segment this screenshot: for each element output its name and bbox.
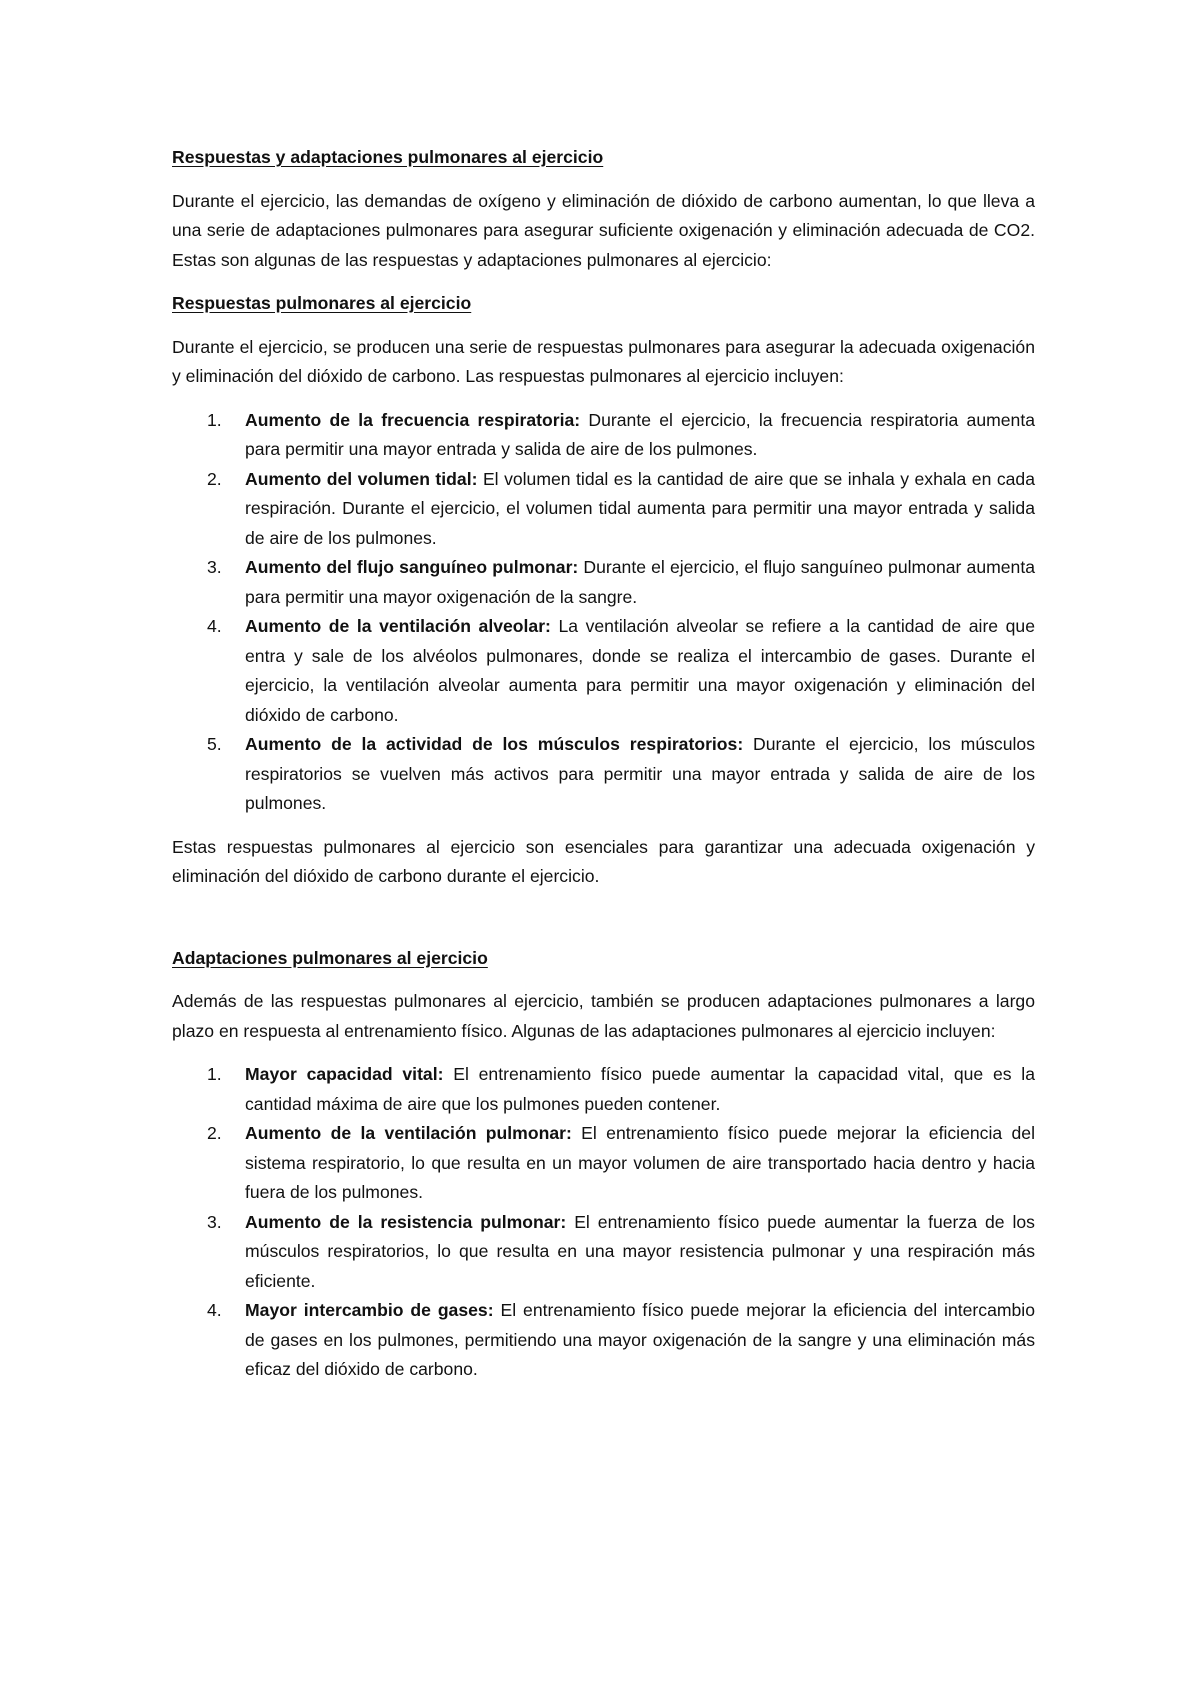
section-spacer: [172, 906, 1035, 944]
list-text: Durante el ejercicio, el flujo sanguíneo pulmonar aumenta para permitir una mayor oxigenación de la sangre.: [245, 557, 1035, 607]
list-term: Aumento de la frecuencia respiratoria:: [245, 409, 581, 430]
list-number: 1.: [207, 409, 222, 430]
list-item: [172, 465, 1035, 554]
list-item: [172, 1119, 1035, 1208]
list-item: [172, 612, 1035, 730]
list-term: Aumento del volumen tidal:: [245, 468, 478, 489]
list-term: Aumento de la actividad de los músculos respiratorios:: [245, 734, 744, 754]
list-term: Aumento de la ventilación pulmonar:: [245, 1123, 572, 1143]
adaptations-list: [172, 1060, 1035, 1385]
list-text: La ventilación alveolar se refiere a la cantidad de aire que entra y sale de los alvéolos pulmonares, donde se realiza el intercambio de gases. Durante el ejercicio, la ventilación alveolar aumenta para permitir una mayor oxigenación y eliminación del dióxido de carbono.: [245, 616, 1036, 725]
adaptations-intro: Además de las respuestas pulmonares al ejercicio, también se producen adaptaciones pulmonares a largo plazo en respuesta al entrenamiento físico. Algunas de las adaptaciones pulmonares al ejercicio incluyen:: [172, 991, 1035, 1041]
list-term: Aumento de la ventilación alveolar:: [245, 616, 551, 636]
list-text: El volumen tidal es la cantidad de aire que se inhala y exhala en cada respiración. Durante el ejercicio, el volumen tidal aumenta para permitir una mayor entrada y salida de aire de los pulmones.: [245, 468, 1036, 548]
list-number: 2.: [207, 468, 222, 489]
list-item: [172, 730, 1035, 819]
list-text: Durante el ejercicio, los músculos respiratorios se vuelven más activos para permitir una mayor entrada y salida de aire de los pulmones.: [245, 734, 1035, 813]
list-term: Aumento del flujo sanguíneo pulmonar:: [245, 557, 579, 577]
list-number: 4.: [207, 1300, 222, 1320]
list-number: 4.: [207, 616, 222, 636]
list-text: El entrenamiento físico puede aumentar la fuerza de los músculos respiratorios, lo que resulta en una mayor resistencia pulmonar y una respiración más eficiente.: [245, 1211, 1035, 1291]
document-title: Respuestas y adaptaciones pulmonares al ejercicio: [172, 147, 604, 167]
intro-paragraph: Durante el ejercicio, las demandas de oxígeno y eliminación de dióxido de carbono aumentan, lo que lleva a una serie de adaptaciones pulmonares para asegurar suficiente oxigenación y eliminación adecuada de CO2. Estas son algunas de las respuestas y adaptaciones pulmonares al ejercicio:: [172, 190, 1035, 270]
list-number: 2.: [207, 1123, 222, 1143]
list-number: 3.: [207, 557, 222, 577]
list-item: [172, 406, 1035, 465]
responses-list: [172, 406, 1035, 819]
adaptations-heading: Adaptaciones pulmonares al ejercicio: [172, 947, 488, 968]
responses-closing: Estas respuestas pulmonares al ejercicio son esenciales para garantizar una adecuada oxigenación y eliminación del dióxido de carbono durante el ejercicio.: [172, 836, 1035, 886]
document-page: [172, 143, 1035, 1399]
list-number: 3.: [207, 1211, 222, 1232]
list-item: [172, 1208, 1035, 1297]
responses-heading: Respuestas pulmonares al ejercicio: [172, 293, 472, 313]
responses-intro: Durante el ejercicio, se producen una serie de respuestas pulmonares para asegurar la adecuada oxigenación y eliminación del dióxido de carbono. Las respuestas pulmonares al ejercicio incluyen:: [172, 336, 1035, 386]
list-text: El entrenamiento físico puede aumentar la capacidad vital, que es la cantidad máxima de aire que los pulmones pueden contener.: [245, 1064, 1035, 1114]
list-term: Aumento de la resistencia pulmonar:: [245, 1211, 567, 1232]
list-number: 1.: [207, 1064, 222, 1084]
list-text: Durante el ejercicio, la frecuencia respiratoria aumenta para permitir una mayor entrada y salida de aire de los pulmones.: [245, 409, 1036, 459]
list-term: Mayor capacidad vital:: [245, 1064, 444, 1084]
list-term: Mayor intercambio de gases:: [245, 1300, 494, 1320]
list-item: [172, 1060, 1035, 1119]
list-item: [172, 553, 1035, 612]
list-item: [172, 1296, 1035, 1385]
list-text: El entrenamiento físico puede mejorar la eficiencia del sistema respiratorio, lo que resulta en un mayor volumen de aire transportado hacia dentro y hacia fuera de los pulmones.: [245, 1123, 1035, 1202]
list-number: 5.: [207, 734, 222, 754]
list-text: El entrenamiento físico puede mejorar la eficiencia del intercambio de gases en los pulmones, permitiendo una mayor oxigenación de la sangre y una eliminación más eficaz del dióxido de carbono.: [245, 1300, 1035, 1379]
